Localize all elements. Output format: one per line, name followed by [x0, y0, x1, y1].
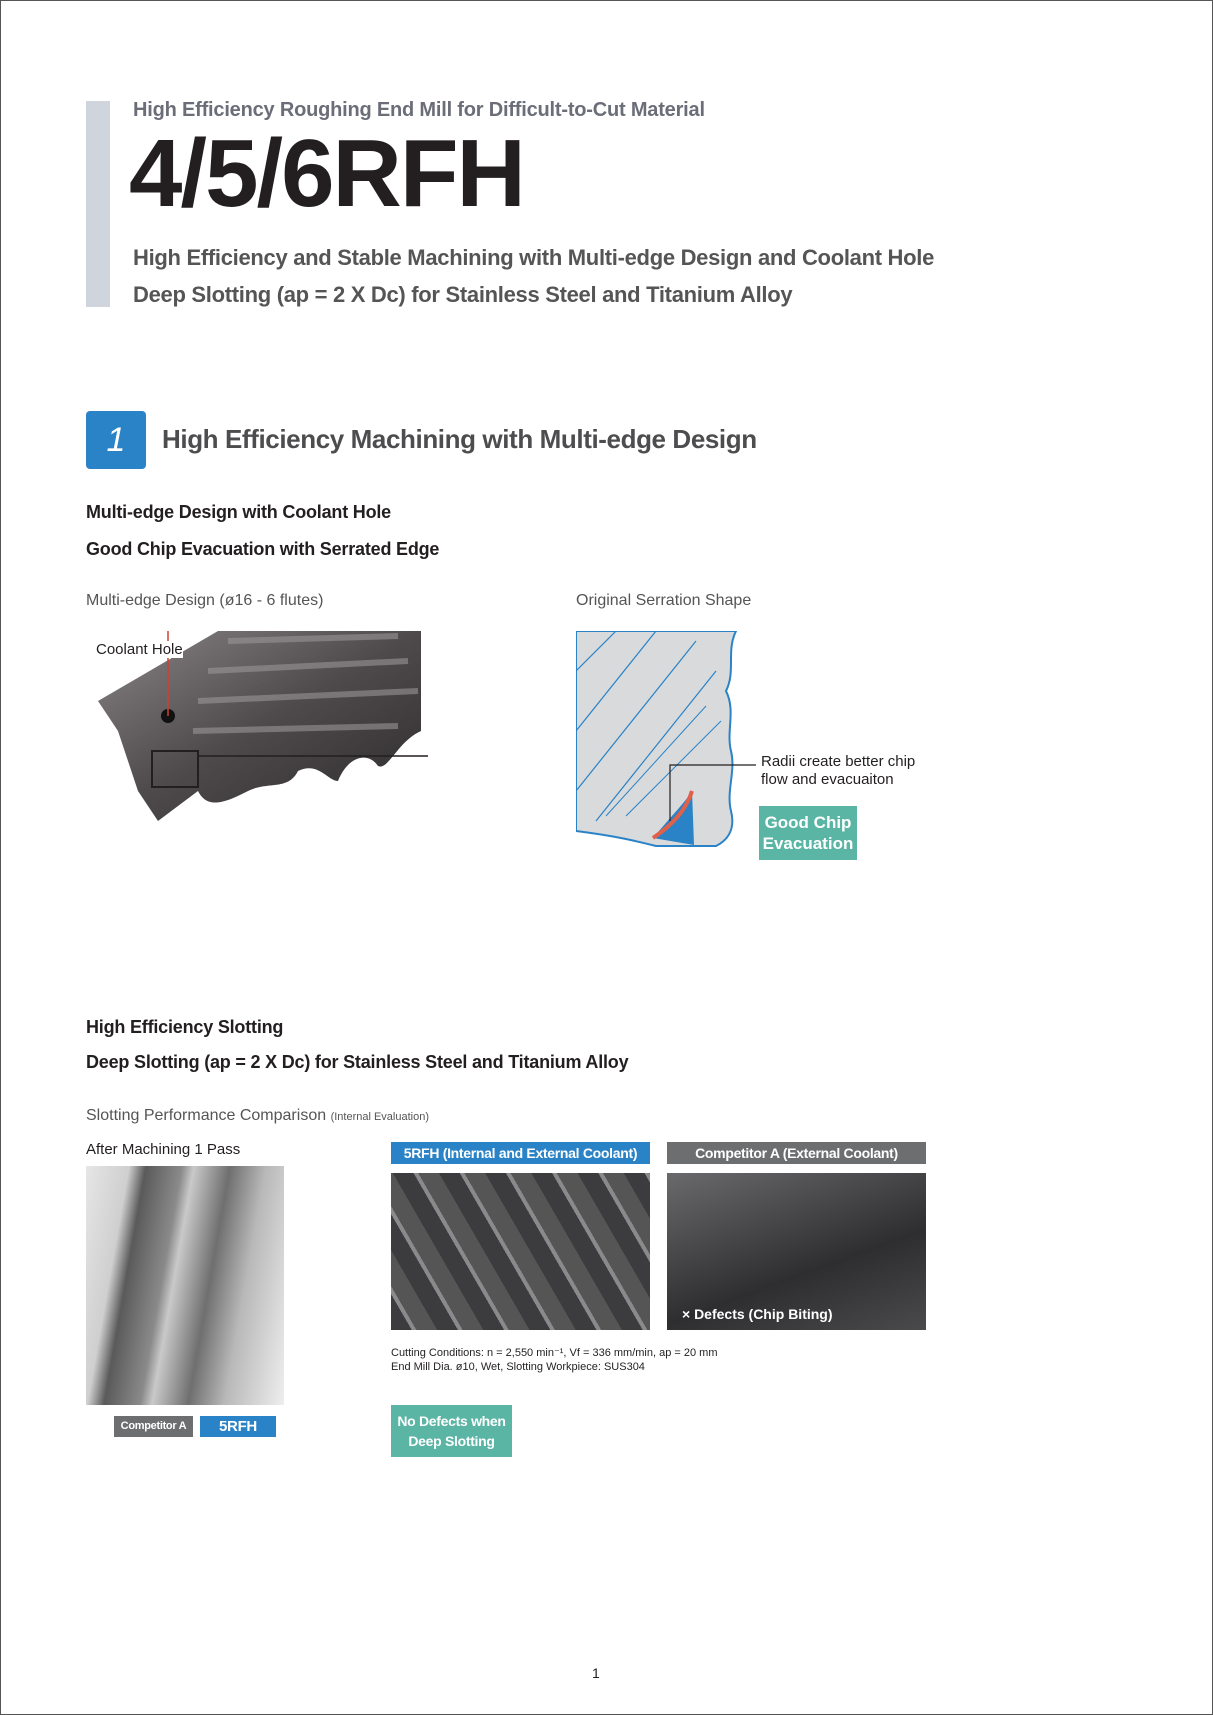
coolant-hole-label: Coolant Hole [96, 641, 183, 658]
cutting-conditions-1: Cutting Conditions: n = 2,550 min⁻¹, Vf = 336 mm/min, ap = 20 mm [391, 1347, 718, 1359]
section-number-badge: 1 [86, 411, 146, 469]
competitor-photo-header: Competitor A (External Coolant) [667, 1142, 926, 1164]
tagline-1: High Efficiency and Stable Machining with Multi-edge Design and Coolant Hole [133, 245, 935, 270]
defect-note: × Defects (Chip Biting) [682, 1306, 833, 1322]
good-chip-evacuation-badge [759, 806, 857, 860]
end-mill-image [98, 631, 428, 866]
badge-line-2: Evacuation [762, 834, 854, 853]
competitor-a-label: Competitor A [114, 1416, 193, 1437]
section-heading: High Efficiency Machining with Multi-edge Design [162, 424, 757, 454]
badge-line-2: Deep Slotting [408, 1433, 495, 1449]
slotting-point-2: Deep Slotting (ap = 2 X Dc) for Stainless Steel and Titanium Alloy [86, 1052, 629, 1072]
workpiece-photo [86, 1166, 284, 1405]
serration-caption: Original Serration Shape [576, 592, 752, 609]
radii-note-line-2: flow and evacuaiton [761, 771, 894, 788]
comparison-title: Slotting Performance Comparison [86, 1107, 327, 1124]
comparison-title-row [86, 1107, 429, 1125]
feature-point-1: Multi-edge Design with Coolant Hole [86, 502, 391, 522]
slotting-point-1: High Efficiency Slotting [86, 1017, 284, 1037]
after-pass-caption: After Machining 1 Pass [86, 1141, 241, 1158]
serration-shape-image [576, 631, 756, 856]
competitor-tool-photo [667, 1173, 926, 1330]
no-defects-badge [391, 1405, 512, 1457]
product-kicker: High Efficiency Roughing End Mill for Difficult-to-Cut Material [133, 99, 705, 121]
5rfh-photo-header: 5RFH (Internal and External Coolant) [391, 1142, 650, 1164]
badge-line-1: No Defects when [397, 1413, 506, 1429]
cutting-conditions-2: End Mill Dia. ø10, Wet, Slotting Workpiece: SUS304 [391, 1361, 645, 1373]
5rfh-tool-photo [391, 1173, 650, 1330]
feature-point-2: Good Chip Evacuation with Serrated Edge [86, 539, 440, 559]
radii-note-line-1: Radii create better chip [761, 753, 916, 770]
badge-line-1: Good Chip [764, 813, 852, 832]
page-number: 1 [592, 1665, 600, 1681]
comparison-note: (Internal Evaluation) [330, 1111, 430, 1123]
5rfh-label: 5RFH [200, 1416, 276, 1437]
multi-edge-caption: Multi-edge Design (ø16 - 6 flutes) [86, 592, 324, 609]
title-accent-bar [86, 101, 110, 307]
product-title: 4/5/6RFH [129, 120, 524, 227]
tagline-2: Deep Slotting (ap = 2 X Dc) for Stainless Steel and Titanium Alloy [133, 282, 793, 307]
